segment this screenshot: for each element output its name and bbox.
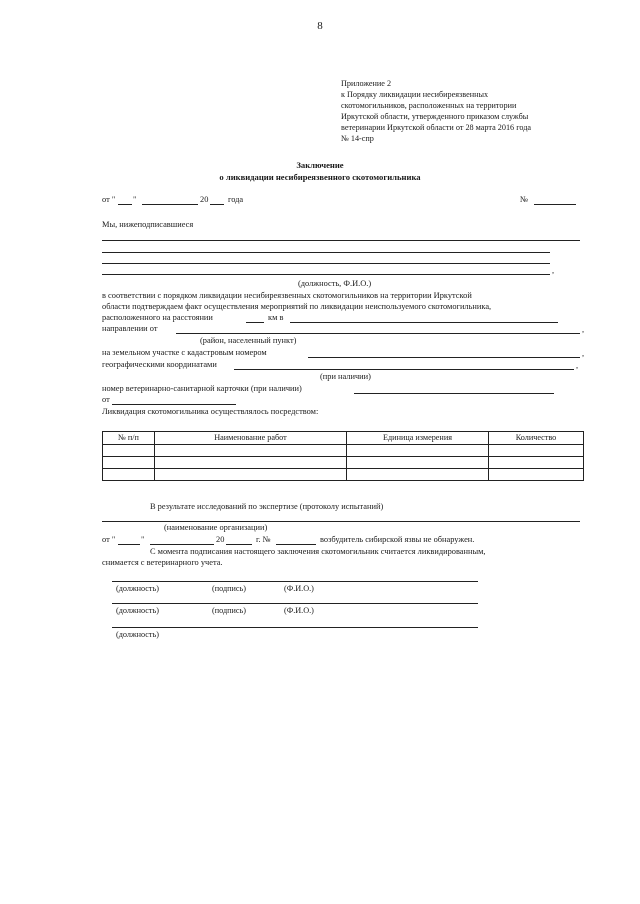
year-blank (210, 204, 224, 205)
blank-line (102, 252, 550, 253)
table-cell (103, 445, 155, 457)
appendix-line: Иркутской области, утвержденного приказом службы (341, 112, 529, 121)
km-label: км в (268, 313, 284, 322)
liquidation-label: Ликвидация скотомогильника осуществлялось посредством: (102, 407, 319, 416)
table-header-cell: № п/п (103, 432, 155, 445)
signature-line (112, 581, 478, 582)
direction-blank (290, 322, 558, 323)
blank-line (102, 274, 550, 275)
position-caption: (должность) (116, 606, 159, 615)
number-label: № (520, 195, 528, 204)
appendix-line: к Порядку ликвидации несибиреязвенных (341, 90, 489, 99)
fio-caption: (Ф.И.О.) (284, 584, 314, 593)
coords-label: географическими координатами (102, 360, 217, 369)
distance-blank (246, 322, 264, 323)
blank-line (102, 263, 550, 264)
table-row (103, 469, 584, 481)
direction-label: направлении от (102, 324, 158, 333)
distance-label: расположенного на расстоянии (102, 313, 213, 322)
coords-blank (234, 369, 574, 370)
closing-text: снимается с ветеринарного учета. (102, 558, 223, 567)
org-caption: (наименование организации) (164, 523, 268, 532)
table-header-row (103, 432, 584, 445)
cadastral-blank (308, 357, 580, 358)
protocol-number-blank (276, 544, 316, 545)
table-row (103, 457, 584, 469)
document-title: Заключение (296, 160, 344, 170)
date-from-label: от " (102, 195, 116, 204)
document-subtitle: о ликвидации несибиреязвенного скотомогильника (219, 172, 421, 182)
year-suffix: года (228, 195, 244, 204)
body-text: области подтверждаем факт осуществления мероприятий по ликвидации неиспользуемого скотомогильника, (102, 302, 492, 311)
date-from-label: от " (102, 535, 116, 544)
appendix-reference (341, 78, 531, 144)
table-cell (103, 469, 155, 481)
table-cell (347, 457, 489, 469)
org-blank (102, 521, 580, 522)
body-text: в соответствии с порядком ликвидации несибиреязвенных скотомогильников на территории Иркутской (102, 291, 472, 300)
table-cell (489, 445, 584, 457)
card-date-blank (112, 404, 236, 405)
position-caption: (должность) (116, 630, 159, 639)
fio-caption: (Ф.И.О.) (284, 606, 314, 615)
closing-text: С момента подписания настоящего заключения скотомогильник считается ликвидированным, (150, 547, 486, 556)
protocol-number-label: г. № (256, 535, 271, 544)
position-fio-caption: (должность, Ф.И.О.) (298, 279, 372, 288)
day-blank (118, 544, 140, 545)
card-blank (354, 393, 554, 394)
card-from-label: от (102, 395, 110, 404)
comma: , (582, 349, 585, 358)
page-number: 8 (317, 20, 323, 32)
date-quote: " (141, 535, 145, 544)
results-text: В результате исследований по экспертизе (протоколу испытаний) (150, 502, 384, 511)
comma: , (552, 266, 555, 275)
table-header-cell: Единица измерения (347, 432, 489, 445)
table-cell (347, 469, 489, 481)
not-found-text: возбудитель сибирской язвы не обнаружен. (320, 535, 475, 544)
year-prefix: 20 (216, 535, 225, 544)
blank-line (102, 240, 580, 241)
appendix-line: скотомогильников, расположенных на территории (341, 101, 517, 110)
table-row (103, 445, 584, 457)
day-blank (118, 204, 132, 205)
date-quote: " (133, 195, 137, 204)
year-prefix: 20 (200, 195, 209, 204)
month-blank (150, 544, 214, 545)
table-cell (347, 445, 489, 457)
table-cell (103, 457, 155, 469)
signature-caption: (подпись) (212, 606, 246, 615)
undersigned-label: Мы, нижеподписавшиеся (102, 220, 194, 229)
district-caption: (район, населенный пункт) (200, 336, 297, 345)
table-header-cell: Количество (489, 432, 584, 445)
month-blank (142, 204, 198, 205)
comma: , (582, 325, 585, 334)
if-available-caption: (при наличии) (320, 372, 371, 381)
works-table (102, 431, 584, 481)
signature-line (112, 627, 478, 628)
signature-caption: (подпись) (212, 584, 246, 593)
position-caption: (должность) (116, 584, 159, 593)
table-cell (489, 469, 584, 481)
cadastral-label: на земельном участке с кадастровым номером (102, 348, 267, 357)
table-cell (155, 457, 347, 469)
number-blank (534, 204, 576, 205)
appendix-line: ветеринарии Иркутской области от 28 марта 2016 года (341, 123, 532, 132)
direction-from-blank (176, 333, 580, 334)
table-cell (489, 457, 584, 469)
table-header-cell: Наименование работ (155, 432, 347, 445)
table-cell (155, 469, 347, 481)
signature-line (112, 603, 478, 604)
card-label: номер ветеринарно-санитарной карточки (при наличии) (102, 384, 302, 393)
comma: , (576, 361, 579, 370)
table-cell (155, 445, 347, 457)
appendix-line: № 14-спр (341, 134, 374, 143)
year-blank (226, 544, 252, 545)
appendix-line: Приложение 2 (341, 79, 392, 88)
